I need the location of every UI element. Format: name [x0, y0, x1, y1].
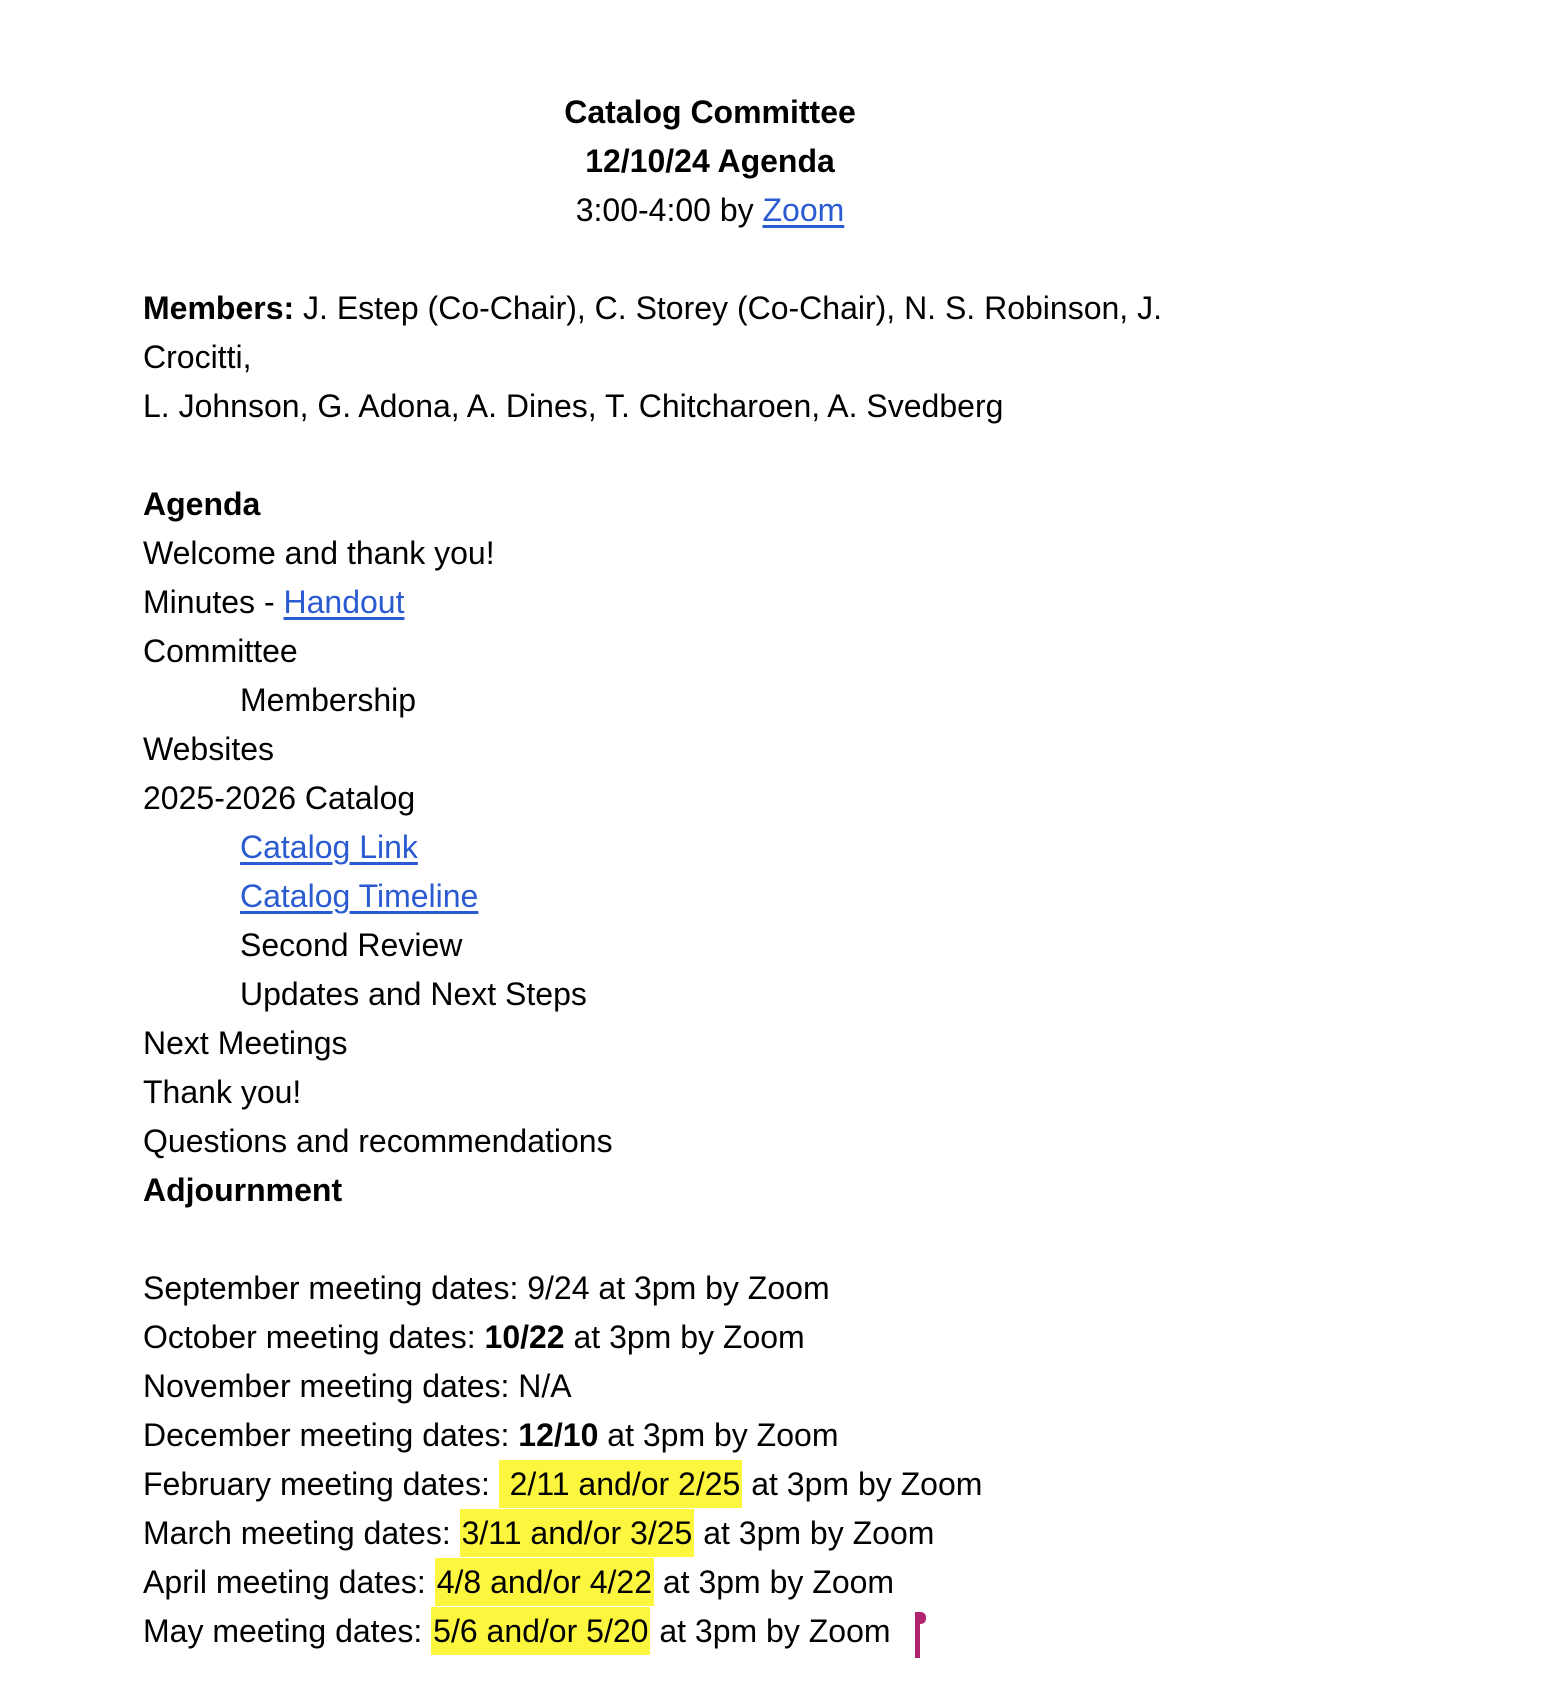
may-highlighted-dates: 5/6 and/or 5/20 [431, 1607, 650, 1655]
september-date: 9/24 at 3pm by Zoom [527, 1270, 830, 1306]
meeting-date-october [143, 1313, 1277, 1362]
september-prefix: September meeting dates: [143, 1270, 528, 1306]
zoom-link[interactable]: Zoom [762, 192, 845, 228]
april-highlighted-dates: 4/8 and/or 4/22 [435, 1558, 654, 1606]
february-suffix: at 3pm by Zoom [742, 1466, 983, 1502]
agenda-item-committee: Committee [143, 633, 298, 669]
meeting-date-february [143, 1460, 1277, 1509]
november-prefix: November meeting dates: [143, 1368, 519, 1404]
meeting-date-november [143, 1362, 1277, 1411]
december-prefix: December meeting dates: [143, 1417, 519, 1453]
may-prefix: May meeting dates: [143, 1613, 432, 1649]
blank-line [143, 1215, 1277, 1264]
october-suffix: at 3pm by Zoom [564, 1319, 805, 1355]
handout-link[interactable]: Handout [283, 584, 405, 620]
agenda-item-membership: Membership [240, 682, 417, 718]
blank-line [143, 235, 1277, 284]
catalog-link[interactable]: Catalog Link [240, 829, 418, 865]
march-prefix: March meeting dates: [143, 1515, 460, 1551]
members-label: Members: [143, 290, 295, 326]
october-prefix: October meeting dates: [143, 1319, 485, 1355]
february-prefix: February meeting dates: [143, 1466, 499, 1502]
meeting-date-may [143, 1607, 1277, 1656]
agenda-item-adjournment: Adjournment [143, 1172, 343, 1208]
march-suffix: at 3pm by Zoom [694, 1515, 935, 1551]
agenda-item-next-meetings: Next Meetings [143, 1025, 348, 1061]
may-suffix: at 3pm by Zoom [650, 1613, 891, 1649]
april-prefix: April meeting dates: [143, 1564, 435, 1600]
blank-line [143, 431, 1277, 480]
agenda-item-updates: Updates and Next Steps [240, 976, 587, 1012]
doc-title: Catalog Committee [564, 94, 856, 130]
december-suffix: at 3pm by Zoom [598, 1417, 839, 1453]
march-highlighted-dates: 3/11 and/or 3/25 [460, 1509, 695, 1557]
members-names-1: J. Estep (Co-Chair), C. Storey (Co-Chair), N. S. Robinson, J. Crocitti, [143, 290, 1171, 375]
agenda-item-thank-you: Thank you! [143, 1074, 302, 1110]
april-suffix: at 3pm by Zoom [653, 1564, 895, 1600]
meeting-date-april [143, 1558, 1277, 1607]
october-bold-date: 10/22 [484, 1319, 565, 1355]
members-names-2: L. Johnson, G. Adona, A. Dines, T. Chitcharoen, A. Svedberg [143, 388, 1004, 424]
agenda-item-catalog: 2025-2026 Catalog [143, 780, 416, 816]
february-highlighted-dates: 2/11 and/or 2/25 [499, 1460, 743, 1508]
agenda-heading: Agenda [143, 486, 261, 522]
meeting-time-line [143, 186, 1277, 235]
agenda-item-minutes [143, 578, 1277, 627]
december-bold-date: 12/10 [518, 1417, 599, 1453]
meeting-date-march [143, 1509, 1277, 1558]
members-line-2 [143, 382, 1277, 431]
agenda-item-catalog-timeline [143, 872, 1277, 921]
agenda-item-second-review: Second Review [240, 927, 463, 963]
catalog-timeline-link[interactable]: Catalog Timeline [240, 878, 479, 914]
members-line-1 [143, 284, 1277, 382]
collaborator-text-cursor[interactable] [915, 1612, 920, 1658]
meeting-date-december [143, 1411, 1277, 1460]
minutes-text: Minutes - [143, 584, 284, 620]
agenda-item-catalog-link [143, 823, 1277, 872]
agenda-item-websites: Websites [143, 731, 275, 767]
meeting-time-text: 3:00-4:00 by [575, 192, 763, 228]
document-content [143, 88, 1277, 1656]
november-date: N/A [518, 1368, 572, 1404]
meeting-date-september [143, 1264, 1277, 1313]
doc-subtitle: 12/10/24 Agenda [585, 143, 835, 179]
agenda-item-questions: Questions and recommendations [143, 1123, 613, 1159]
agenda-item-welcome: Welcome and thank you! [143, 535, 495, 571]
